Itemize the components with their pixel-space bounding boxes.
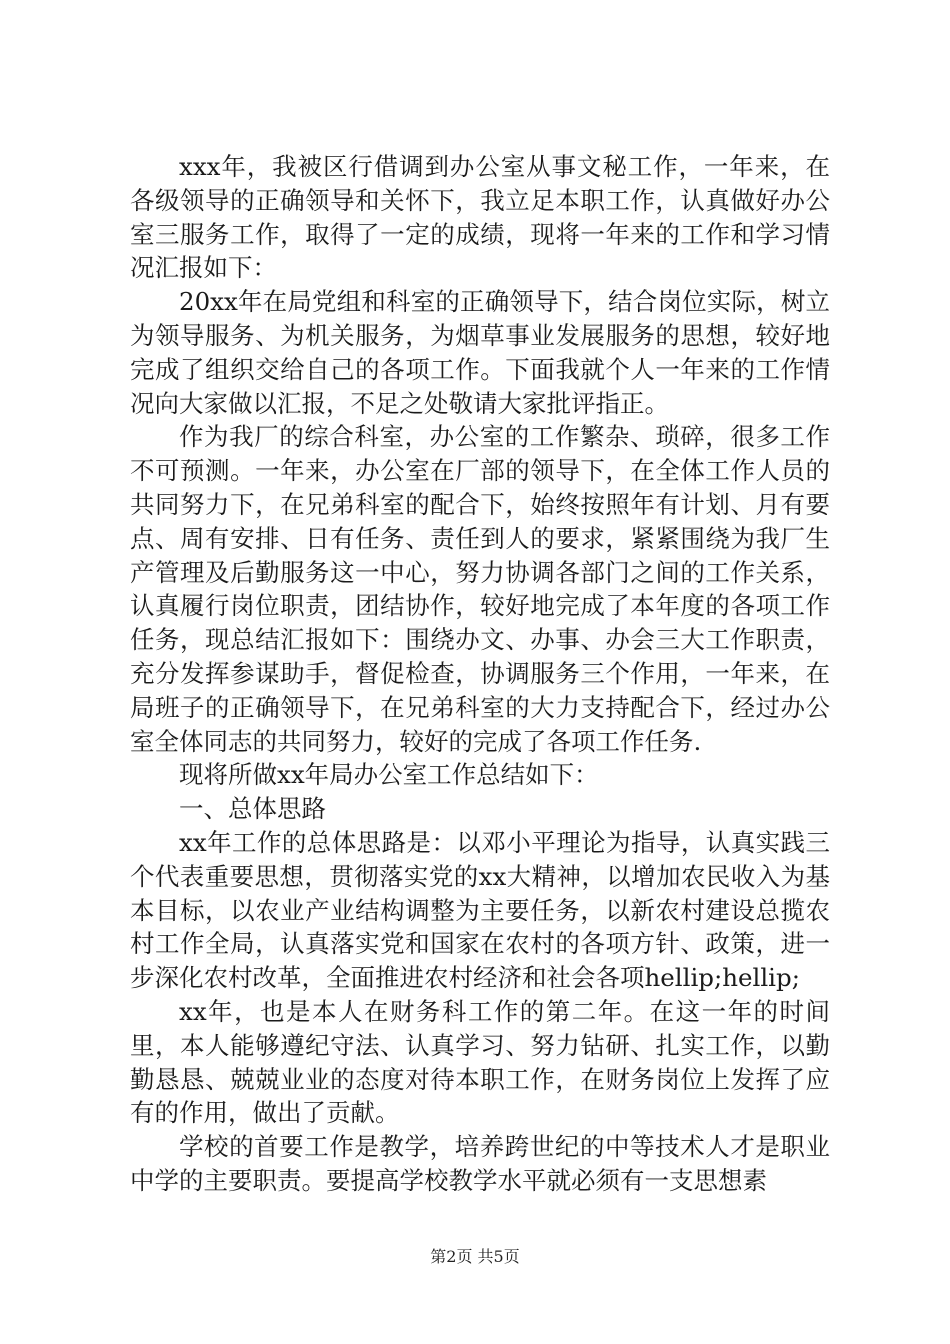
- paragraph-6: xx年，也是本人在财务科工作的第二年。在这一年的时间里，本人能够遵纪守法、认真学习、努力钻研、扎实工作，以勤勤恳恳、兢兢业业的态度对待本职工作，在财务岗位上发挥了应有的作用，做出了贡献。: [130, 996, 830, 1128]
- section-heading: 一、总体思路: [179, 794, 326, 824]
- paragraph-3: 作为我厂的综合科室，办公室的工作繁杂、琐碎，很多工作不可预测。一年来，办公室在厂部的领导下，在全体工作人员的共同努力下，在兄弟科室的配合下，始终按照年有计划、月有要点、周有安排、日有任务、责任到人的要求，紧紧围绕为我厂生产管理及后勤服务这一中心，努力协调各部门之间的工作关系，认真履行岗位职责，团结协作，较好地完成了本年度的各项工作任务，现总结汇报如下：围绕办文、办事、办会三大工作职责，充分发挥参谋助手，督促检查，协调服务三个作用，一年来，在局班子的正确领导下，在兄弟科室的大力支持配合下，经过办公室全体同志的共同努力，较好的完成了各项工作任务.: [130, 422, 830, 756]
- paragraph-5: xx年工作的总体思路是：以邓小平理论为指导，认真实践三个代表重要思想，贯彻落实党的xx大精神，以增加农民收入为基本目标，以农业产业结构调整为主要任务，以新农村建设总揽农村工作全局，认真落实党和国家在农村的各项方针、政策，进一步深化农村改革，全面推进农村经济和社会各项hellip;hellip;: [130, 827, 830, 993]
- paragraph-1: xxx年，我被区行借调到办公室从事文秘工作，一年来，在各级领导的正确领导和关怀下，我立足本职工作，认真做好办公室三服务工作，取得了一定的成绩，现将一年来的工作和学习情况汇报如下：: [130, 152, 830, 283]
- document-body: [130, 150, 830, 1198]
- paragraph-4: 现将所做xx年局办公室工作总结如下：: [179, 760, 599, 790]
- page-footer: 第2页 共5页: [430, 1247, 520, 1266]
- paragraph-7: 学校的首要工作是教学，培养跨世纪的中等技术人才是职业中学的主要职责。要提高学校教学水平就必须有一支思想素: [130, 1132, 830, 1195]
- paragraph-2: 20xx年在局党组和科室的正确领导下，结合岗位实际，树立为领导服务、为机关服务，为烟草事业发展服务的思想，较好地完成了组织交给自己的各项工作。下面我就个人一年来的工作情况向大家做以汇报，不足之处敬请大家批评指正。: [130, 287, 830, 418]
